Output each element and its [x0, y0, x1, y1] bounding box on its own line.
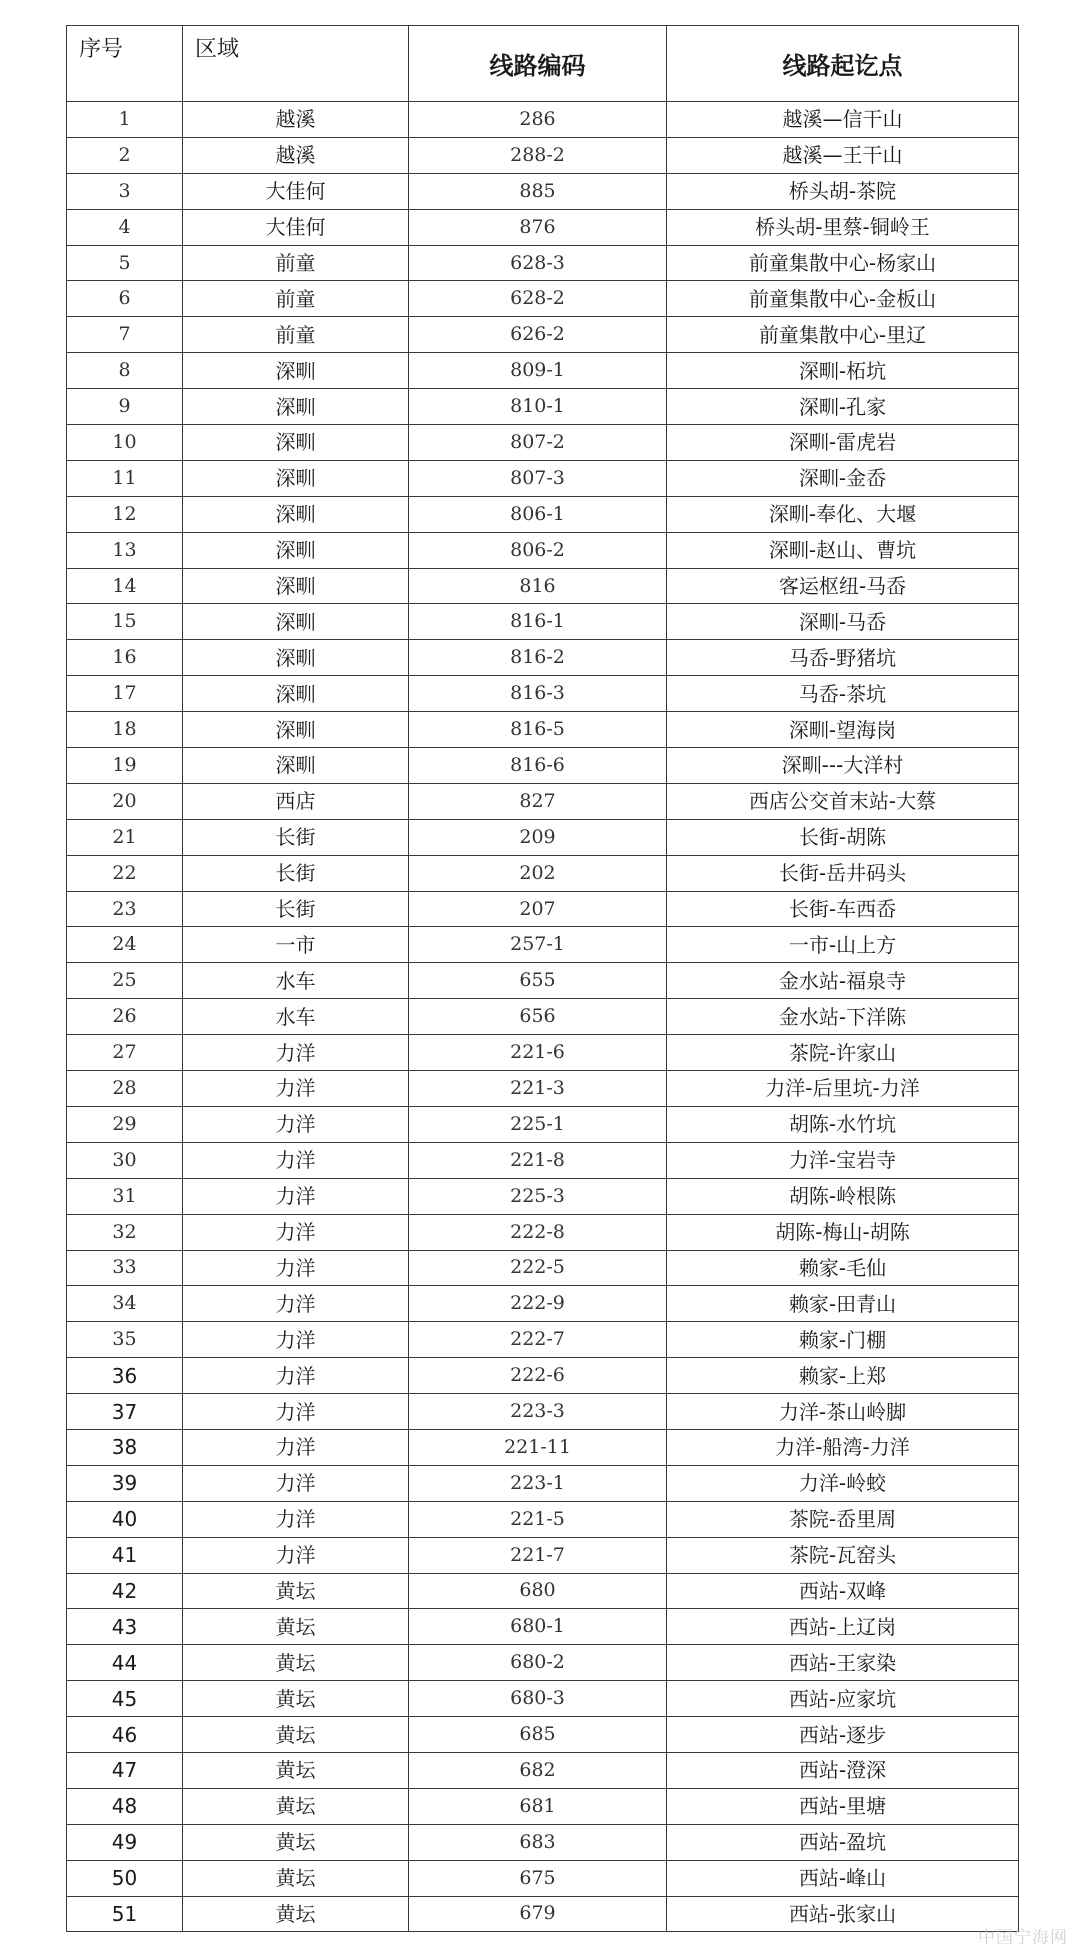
cell-region: 深甽	[183, 425, 409, 461]
cell-endpoints: 赖家-毛仙	[667, 1250, 1019, 1286]
cell-region: 力洋	[183, 1286, 409, 1322]
cell-endpoints: 深甽-柘坑	[667, 353, 1019, 389]
cell-index: 2	[67, 137, 183, 173]
header-region: 区域	[183, 26, 409, 102]
cell-route-code: 221-7	[409, 1537, 667, 1573]
cell-index: 45	[67, 1681, 183, 1717]
cell-index: 23	[67, 891, 183, 927]
cell-route-code: 222-9	[409, 1286, 667, 1322]
cell-route-code: 810-1	[409, 389, 667, 425]
cell-endpoints: 茶院-岙里周	[667, 1501, 1019, 1537]
table-row	[67, 317, 1019, 353]
cell-index: 37	[67, 1394, 183, 1430]
cell-endpoints: 马岙-野猪坑	[667, 640, 1019, 676]
cell-endpoints: 西店公交首末站-大蔡	[667, 783, 1019, 819]
table-row	[67, 748, 1019, 784]
cell-region: 黄坛	[183, 1573, 409, 1609]
cell-region: 一市	[183, 927, 409, 963]
cell-endpoints: 力洋-船湾-力洋	[667, 1429, 1019, 1465]
cell-route-code: 680-2	[409, 1645, 667, 1681]
cell-index: 42	[67, 1573, 183, 1609]
cell-index: 26	[67, 999, 183, 1035]
cell-route-code: 816-2	[409, 640, 667, 676]
cell-endpoints: 客运枢纽-马岙	[667, 568, 1019, 604]
cell-route-code: 628-2	[409, 281, 667, 317]
cell-index: 15	[67, 604, 183, 640]
cell-index: 13	[67, 532, 183, 568]
cell-endpoints: 马岙-茶坑	[667, 676, 1019, 712]
cell-route-code: 221-6	[409, 1035, 667, 1071]
cell-region: 力洋	[183, 1322, 409, 1358]
cell-route-code: 223-3	[409, 1394, 667, 1430]
cell-index: 6	[67, 281, 183, 317]
cell-endpoints: 西站-里塘	[667, 1788, 1019, 1824]
cell-endpoints: 胡陈-梅山-胡陈	[667, 1214, 1019, 1250]
cell-route-code: 286	[409, 102, 667, 138]
cell-route-code: 680	[409, 1573, 667, 1609]
table-row	[67, 1788, 1019, 1824]
table-row	[67, 137, 1019, 173]
cell-index: 16	[67, 640, 183, 676]
cell-route-code: 288-2	[409, 137, 667, 173]
cell-endpoints: 金水站-下洋陈	[667, 999, 1019, 1035]
cell-route-code: 222-8	[409, 1214, 667, 1250]
cell-index: 22	[67, 855, 183, 891]
cell-endpoints: 西站-澄深	[667, 1752, 1019, 1788]
cell-index: 35	[67, 1322, 183, 1358]
cell-route-code: 257-1	[409, 927, 667, 963]
cell-index: 31	[67, 1178, 183, 1214]
cell-index: 12	[67, 496, 183, 532]
cell-endpoints: 金水站-福泉寺	[667, 963, 1019, 999]
cell-region: 长街	[183, 855, 409, 891]
cell-region: 深甽	[183, 353, 409, 389]
bus-route-table	[66, 25, 1019, 1932]
cell-index: 18	[67, 712, 183, 748]
cell-region: 力洋	[183, 1394, 409, 1430]
cell-index: 1	[67, 102, 183, 138]
table-row	[67, 568, 1019, 604]
cell-index: 28	[67, 1071, 183, 1107]
cell-endpoints: 深甽-金岙	[667, 460, 1019, 496]
table-row	[67, 281, 1019, 317]
cell-region: 力洋	[183, 1465, 409, 1501]
cell-endpoints: 一市-山上方	[667, 927, 1019, 963]
table-row	[67, 676, 1019, 712]
table-row	[67, 1250, 1019, 1286]
table-row	[67, 173, 1019, 209]
cell-index: 44	[67, 1645, 183, 1681]
cell-index: 51	[67, 1896, 183, 1932]
cell-index: 21	[67, 819, 183, 855]
cell-region: 力洋	[183, 1106, 409, 1142]
table-row	[67, 891, 1019, 927]
cell-index: 34	[67, 1286, 183, 1322]
cell-route-code: 816-6	[409, 748, 667, 784]
table-row	[67, 1717, 1019, 1753]
cell-route-code: 675	[409, 1860, 667, 1896]
cell-index: 11	[67, 460, 183, 496]
cell-endpoints: 西站-张家山	[667, 1896, 1019, 1932]
cell-route-code: 885	[409, 173, 667, 209]
cell-route-code: 682	[409, 1752, 667, 1788]
cell-region: 力洋	[183, 1537, 409, 1573]
cell-route-code: 807-2	[409, 425, 667, 461]
cell-route-code: 816-5	[409, 712, 667, 748]
cell-endpoints: 深甽-奉化、大堰	[667, 496, 1019, 532]
cell-route-code: 221-11	[409, 1429, 667, 1465]
cell-region: 黄坛	[183, 1788, 409, 1824]
cell-region: 深甽	[183, 496, 409, 532]
cell-index: 46	[67, 1717, 183, 1753]
cell-route-code: 222-6	[409, 1358, 667, 1394]
table-row	[67, 1429, 1019, 1465]
cell-endpoints: 力洋-宝岩寺	[667, 1142, 1019, 1178]
cell-region: 黄坛	[183, 1681, 409, 1717]
table-body	[67, 102, 1019, 1932]
cell-route-code: 685	[409, 1717, 667, 1753]
table-row	[67, 1752, 1019, 1788]
cell-region: 西店	[183, 783, 409, 819]
cell-index: 49	[67, 1824, 183, 1860]
cell-region: 水车	[183, 999, 409, 1035]
cell-region: 黄坛	[183, 1896, 409, 1932]
table-row	[67, 1142, 1019, 1178]
cell-endpoints: 西站-峰山	[667, 1860, 1019, 1896]
cell-index: 20	[67, 783, 183, 819]
cell-endpoints: 越溪—信干山	[667, 102, 1019, 138]
cell-route-code: 626-2	[409, 317, 667, 353]
table-row	[67, 353, 1019, 389]
cell-endpoints: 长街-车西岙	[667, 891, 1019, 927]
cell-region: 深甽	[183, 389, 409, 425]
cell-endpoints: 深甽---大洋村	[667, 748, 1019, 784]
table-row	[67, 1896, 1019, 1932]
cell-endpoints: 茶院-许家山	[667, 1035, 1019, 1071]
cell-endpoints: 深甽-雷虎岩	[667, 425, 1019, 461]
cell-endpoints: 西站-上辽岗	[667, 1609, 1019, 1645]
table-row	[67, 102, 1019, 138]
table-row	[67, 1824, 1019, 1860]
cell-region: 力洋	[183, 1035, 409, 1071]
cell-index: 24	[67, 927, 183, 963]
table-row	[67, 1178, 1019, 1214]
cell-route-code: 225-3	[409, 1178, 667, 1214]
table-row	[67, 1286, 1019, 1322]
cell-route-code: 816-1	[409, 604, 667, 640]
table-row	[67, 1681, 1019, 1717]
cell-route-code: 202	[409, 855, 667, 891]
cell-endpoints: 西站-逐步	[667, 1717, 1019, 1753]
table-row	[67, 532, 1019, 568]
table-row	[67, 1609, 1019, 1645]
cell-region: 力洋	[183, 1142, 409, 1178]
cell-region: 长街	[183, 891, 409, 927]
cell-index: 19	[67, 748, 183, 784]
header-row	[67, 26, 1019, 102]
cell-index: 30	[67, 1142, 183, 1178]
header-route-code: 线路编码	[409, 26, 667, 102]
cell-index: 4	[67, 209, 183, 245]
cell-endpoints: 西站-应家坑	[667, 1681, 1019, 1717]
cell-route-code: 681	[409, 1788, 667, 1824]
cell-endpoints: 赖家-上郑	[667, 1358, 1019, 1394]
cell-region: 深甽	[183, 604, 409, 640]
cell-region: 黄坛	[183, 1609, 409, 1645]
cell-endpoints: 前童集散中心-金板山	[667, 281, 1019, 317]
table-row	[67, 604, 1019, 640]
table-row	[67, 209, 1019, 245]
cell-index: 47	[67, 1752, 183, 1788]
cell-region: 前童	[183, 317, 409, 353]
cell-region: 深甽	[183, 748, 409, 784]
cell-endpoints: 长街-胡陈	[667, 819, 1019, 855]
table-row	[67, 819, 1019, 855]
table-row	[67, 999, 1019, 1035]
cell-endpoints: 西站-双峰	[667, 1573, 1019, 1609]
cell-route-code: 680-1	[409, 1609, 667, 1645]
header-endpoints: 线路起讫点	[667, 26, 1019, 102]
cell-index: 39	[67, 1465, 183, 1501]
cell-route-code: 222-5	[409, 1250, 667, 1286]
cell-endpoints: 力洋-茶山岭脚	[667, 1394, 1019, 1430]
cell-index: 43	[67, 1609, 183, 1645]
table-row	[67, 783, 1019, 819]
table-row	[67, 927, 1019, 963]
cell-region: 黄坛	[183, 1824, 409, 1860]
table-row	[67, 1465, 1019, 1501]
cell-index: 48	[67, 1788, 183, 1824]
cell-route-code: 816	[409, 568, 667, 604]
cell-region: 深甽	[183, 640, 409, 676]
cell-endpoints: 前童集散中心-里辽	[667, 317, 1019, 353]
cell-endpoints: 越溪—王干山	[667, 137, 1019, 173]
cell-route-code: 221-3	[409, 1071, 667, 1107]
cell-endpoints: 力洋-后里坑-力洋	[667, 1071, 1019, 1107]
cell-endpoints: 茶院-瓦窑头	[667, 1537, 1019, 1573]
table-row	[67, 1573, 1019, 1609]
table-row	[67, 855, 1019, 891]
watermark-logo: 中国宁海网	[978, 1928, 1068, 1948]
cell-endpoints: 西站-盈坑	[667, 1824, 1019, 1860]
cell-index: 17	[67, 676, 183, 712]
cell-endpoints: 赖家-田青山	[667, 1286, 1019, 1322]
cell-index: 27	[67, 1035, 183, 1071]
cell-endpoints: 深甽-望海岗	[667, 712, 1019, 748]
cell-region: 力洋	[183, 1429, 409, 1465]
cell-route-code: 809-1	[409, 353, 667, 389]
cell-endpoints: 胡陈-水竹坑	[667, 1106, 1019, 1142]
cell-route-code: 209	[409, 819, 667, 855]
table-row	[67, 1645, 1019, 1681]
cell-index: 3	[67, 173, 183, 209]
table-row	[67, 1537, 1019, 1573]
cell-endpoints: 赖家-门棚	[667, 1322, 1019, 1358]
cell-region: 黄坛	[183, 1645, 409, 1681]
cell-index: 14	[67, 568, 183, 604]
cell-route-code: 680-3	[409, 1681, 667, 1717]
cell-region: 深甽	[183, 676, 409, 712]
table-row	[67, 460, 1019, 496]
cell-route-code: 816-3	[409, 676, 667, 712]
table-row	[67, 245, 1019, 281]
cell-route-code: 807-3	[409, 460, 667, 496]
cell-endpoints: 深甽-马岙	[667, 604, 1019, 640]
cell-route-code: 221-8	[409, 1142, 667, 1178]
table-row	[67, 1106, 1019, 1142]
cell-region: 深甽	[183, 532, 409, 568]
header-index: 序号	[67, 26, 183, 102]
cell-region: 力洋	[183, 1071, 409, 1107]
cell-region: 大佳何	[183, 173, 409, 209]
cell-route-code: 876	[409, 209, 667, 245]
cell-route-code: 655	[409, 963, 667, 999]
cell-region: 力洋	[183, 1178, 409, 1214]
cell-route-code: 827	[409, 783, 667, 819]
cell-region: 深甽	[183, 460, 409, 496]
cell-index: 8	[67, 353, 183, 389]
cell-endpoints: 长街-岳井码头	[667, 855, 1019, 891]
cell-index: 9	[67, 389, 183, 425]
cell-region: 水车	[183, 963, 409, 999]
table-row	[67, 1860, 1019, 1896]
cell-region: 力洋	[183, 1501, 409, 1537]
table-row	[67, 1394, 1019, 1430]
cell-region: 越溪	[183, 137, 409, 173]
cell-region: 力洋	[183, 1358, 409, 1394]
table-row	[67, 1501, 1019, 1537]
cell-index: 29	[67, 1106, 183, 1142]
cell-route-code: 207	[409, 891, 667, 927]
table-row	[67, 1214, 1019, 1250]
cell-route-code: 223-1	[409, 1465, 667, 1501]
cell-route-code: 222-7	[409, 1322, 667, 1358]
cell-endpoints: 深甽-孔家	[667, 389, 1019, 425]
cell-region: 力洋	[183, 1250, 409, 1286]
cell-index: 32	[67, 1214, 183, 1250]
route-table-sheet	[66, 25, 1018, 1932]
table-row	[67, 1071, 1019, 1107]
cell-route-code: 679	[409, 1896, 667, 1932]
cell-endpoints: 桥头胡-里蔡-铜岭王	[667, 209, 1019, 245]
table-row	[67, 963, 1019, 999]
table-row	[67, 712, 1019, 748]
cell-index: 7	[67, 317, 183, 353]
table-row	[67, 389, 1019, 425]
cell-endpoints: 桥头胡-茶院	[667, 173, 1019, 209]
table-row	[67, 1358, 1019, 1394]
cell-endpoints: 胡陈-岭根陈	[667, 1178, 1019, 1214]
cell-region: 大佳何	[183, 209, 409, 245]
cell-region: 黄坛	[183, 1860, 409, 1896]
cell-route-code: 628-3	[409, 245, 667, 281]
cell-index: 10	[67, 425, 183, 461]
table-row	[67, 1035, 1019, 1071]
cell-endpoints: 西站-王家染	[667, 1645, 1019, 1681]
cell-index: 33	[67, 1250, 183, 1286]
cell-region: 黄坛	[183, 1752, 409, 1788]
table-row	[67, 640, 1019, 676]
cell-index: 41	[67, 1537, 183, 1573]
cell-route-code: 656	[409, 999, 667, 1035]
cell-index: 38	[67, 1429, 183, 1465]
cell-region: 深甽	[183, 568, 409, 604]
table-row	[67, 1322, 1019, 1358]
cell-region: 前童	[183, 281, 409, 317]
cell-route-code: 683	[409, 1824, 667, 1860]
table-header	[67, 26, 1019, 102]
cell-index: 40	[67, 1501, 183, 1537]
cell-index: 36	[67, 1358, 183, 1394]
cell-endpoints: 深甽-赵山、曹坑	[667, 532, 1019, 568]
table-row	[67, 425, 1019, 461]
cell-route-code: 806-1	[409, 496, 667, 532]
cell-region: 前童	[183, 245, 409, 281]
cell-route-code: 225-1	[409, 1106, 667, 1142]
cell-route-code: 806-2	[409, 532, 667, 568]
cell-route-code: 221-5	[409, 1501, 667, 1537]
cell-region: 深甽	[183, 712, 409, 748]
cell-region: 长街	[183, 819, 409, 855]
cell-endpoints: 前童集散中心-杨家山	[667, 245, 1019, 281]
cell-index: 50	[67, 1860, 183, 1896]
cell-region: 黄坛	[183, 1717, 409, 1753]
cell-endpoints: 力洋-岭蛟	[667, 1465, 1019, 1501]
cell-region: 越溪	[183, 102, 409, 138]
cell-index: 25	[67, 963, 183, 999]
cell-index: 5	[67, 245, 183, 281]
table-row	[67, 496, 1019, 532]
cell-region: 力洋	[183, 1214, 409, 1250]
